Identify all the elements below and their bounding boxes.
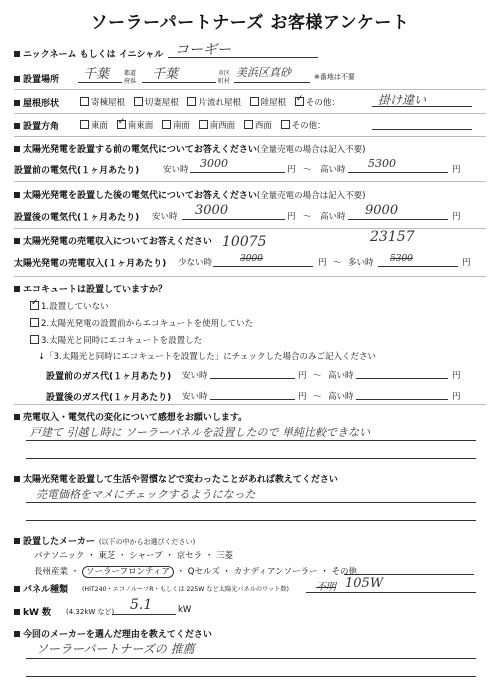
bullet-icon [14, 238, 20, 244]
sales-low-label: 少ない時 [178, 258, 213, 268]
maker-other-line [344, 574, 474, 575]
divider [14, 136, 486, 137]
ecocute-option-3[interactable]: 3.太陽光と同時にエコキュートを設置した [30, 334, 202, 346]
checkbox-icon [162, 120, 171, 129]
reason-line-2 [26, 676, 476, 677]
address-pref-line [78, 82, 122, 83]
impression-answer[interactable]: 戸建て 引越し時に ソーラーパネルを設置したので 単純比較できない [30, 426, 370, 439]
bullet-icon [14, 586, 20, 592]
roof-option-hip[interactable]: 寄棟屋根 [80, 98, 125, 108]
checkbox-icon [244, 120, 253, 129]
before-high-value[interactable]: 5300 [368, 157, 396, 170]
nickname-value[interactable]: コーギー [175, 42, 231, 58]
gas-before-low-unit: 円 [298, 371, 307, 381]
direction-option-southeast[interactable]: ✓ 南東面 [117, 117, 154, 131]
address-town-value[interactable]: 美浜区真砂 [236, 66, 291, 79]
maker-heading: 設置したメーカー (以下の中からお選びください) [14, 534, 195, 547]
divider [14, 89, 486, 90]
after-low-unit: 円 [287, 212, 296, 222]
city-unit-bottom: 町村 [218, 78, 231, 85]
direction-option-southwest[interactable]: 南西面 [199, 121, 236, 131]
reason-answer[interactable]: ソーラーパートナーズの 推薦 [36, 642, 195, 656]
maker-qcells[interactable]: Qセルズ [187, 567, 220, 577]
gas-after-high-label: 高い時 [328, 392, 354, 402]
checkbox-checked-icon: ✓ [295, 94, 304, 104]
checkbox-icon [281, 120, 290, 129]
ecocute-note: ↓「3.太陽光と同時にエコキュートを設置した」にチェックした場合のみご記入ください [38, 352, 376, 362]
maker-toshiba[interactable]: 東芝 [98, 551, 116, 561]
before-low-value[interactable]: 3000 [200, 157, 228, 170]
maker-solar-frontier[interactable]: ソーラーフロンティア [82, 566, 174, 578]
after-low-value[interactable]: 3000 [195, 203, 229, 218]
panel-hint: (HIT240・エコノルーツR・もしくは 225W など太陽光パネルのワット数) [82, 586, 289, 593]
bullet-icon [14, 192, 20, 198]
direction-option-other[interactable]: その他： [281, 121, 326, 131]
bullet-icon [14, 100, 20, 106]
kw-unit: kW [178, 605, 192, 615]
checkbox-icon [199, 120, 208, 129]
impression-line-1 [26, 440, 476, 441]
checkbox-icon [134, 97, 143, 106]
reason-line-1 [26, 658, 476, 659]
after-high-unit: 円 [452, 212, 461, 222]
before-high-unit: 円 [452, 165, 461, 175]
gas-before-high-unit: 円 [452, 371, 461, 381]
sales-high-line [378, 266, 458, 267]
sales-low-unit: 円 [318, 258, 327, 268]
roof-other-value[interactable]: 掛け違い [378, 93, 427, 107]
maker-mitsubishi[interactable]: 三菱 [216, 551, 234, 561]
bullet-icon [14, 414, 20, 420]
direction-label: 設置方角 [14, 119, 59, 132]
address-town-line [234, 82, 310, 83]
direction-option-east[interactable]: 東面 [80, 121, 108, 131]
electric-before-heading: 太陽光発電を設置する前の電気代についてお答えください(全量売電の場合は記入不要) [14, 142, 365, 155]
impression-line-2 [26, 458, 476, 459]
gas-before-high-line [356, 378, 448, 379]
roof-option-flat[interactable]: 陸屋根 [250, 98, 287, 108]
checkbox-icon [250, 97, 259, 106]
checkbox-icon [30, 335, 39, 344]
lifestyle-answer[interactable]: 売電価格をマメにチェックするようになった [36, 488, 256, 501]
bullet-icon [14, 609, 20, 615]
bullet-icon [14, 631, 20, 637]
kw-value[interactable]: 5.1 [130, 597, 153, 613]
bullet-icon [14, 538, 20, 544]
direction-option-west[interactable]: 西面 [244, 121, 272, 131]
checkbox-icon [80, 120, 89, 129]
address-pref-value[interactable]: 千葉 [83, 67, 110, 82]
gas-before-low-label: 安い時 [182, 371, 208, 381]
before-tilde: 〜 [303, 165, 312, 175]
address-city-line [142, 82, 216, 83]
ecocute-heading: エコキュートは設置していますか？ [14, 282, 167, 295]
gas-after-low-unit: 円 [298, 392, 307, 402]
bullet-icon [14, 146, 20, 152]
bullet-icon [14, 76, 20, 82]
sales-low-line [213, 266, 313, 267]
roof-option-other[interactable]: ✓ その他： [295, 94, 340, 108]
address-note: ※番地は不要 [314, 73, 355, 81]
panel-struck: 不明 [316, 582, 336, 593]
lifestyle-line-1 [26, 502, 476, 503]
gas-before-high-label: 高い時 [328, 371, 354, 381]
bullet-icon [14, 51, 20, 57]
maker-other[interactable]: その他 [331, 567, 358, 577]
roof-label: 屋根形状 [14, 96, 59, 109]
city-unit-top: 市区 [218, 70, 231, 77]
sales-high-value[interactable]: 23157 [370, 229, 415, 245]
impression-heading: 売電収入・電気代の変化について感想をお願いします。 [14, 410, 247, 423]
roof-option-gable[interactable]: 切妻屋根 [134, 98, 179, 108]
checkbox-icon [30, 318, 39, 327]
divider [14, 228, 486, 229]
reason-heading: 今回のメーカーを選んだ理由を教えてください [14, 627, 212, 640]
divider [14, 276, 486, 277]
after-tilde: 〜 [303, 212, 312, 222]
checkbox-icon [187, 97, 196, 106]
before-high-label: 高い時 [320, 165, 346, 175]
checkbox-checked-icon: ✓ [31, 298, 39, 308]
gas-before-tilde: 〜 [313, 371, 322, 381]
sales-high-unit: 円 [462, 258, 471, 268]
roof-option-shed[interactable]: 片流れ屋根 [187, 98, 241, 108]
after-low-line [182, 219, 285, 220]
maker-kyocera[interactable]: 京セラ [176, 551, 203, 561]
sales-label: 太陽光発電の売電収入(１ヶ月あたり) [14, 259, 167, 269]
maker-row-2: 長州産業 ・ ソーラーフロンティア ・ Qセルズ ・ カナディアンソーラー ・ その他 [34, 567, 358, 577]
sales-low-value[interactable]: 10075 [222, 234, 267, 250]
sales-heading: 太陽光発電の売電収入についてお答えください [14, 234, 212, 247]
maker-sharp[interactable]: シャープ [129, 551, 163, 561]
gas-before-low-line [210, 378, 295, 379]
gas-after-high-unit: 円 [452, 392, 461, 402]
maker-panasonic[interactable]: パナソニック [34, 551, 85, 561]
electric-after-heading: 太陽光発電を設置した後の電気代についてお答えください(全量売電の場合は記入不要) [14, 188, 365, 201]
bullet-icon [14, 123, 20, 129]
gas-before-label: 設置前のガス代(１ヶ月あたり) [46, 372, 172, 382]
gas-after-tilde: 〜 [313, 392, 322, 402]
address-city-value[interactable]: 千葉 [152, 67, 179, 82]
before-high-line [348, 172, 448, 173]
page-title: ソーラーパートナーズ お客様アンケート [90, 13, 410, 33]
lifestyle-line-2 [26, 520, 476, 521]
direction-other-line [372, 129, 472, 130]
gas-after-low-line [210, 399, 295, 400]
divider [14, 181, 486, 182]
roof-options [80, 96, 340, 108]
nickname-line [168, 57, 318, 58]
ecocute-option-2[interactable]: 2.太陽光発電の設置前からエコキュートを使用していた [30, 317, 253, 329]
divider [14, 113, 486, 114]
maker-choshu[interactable]: 長州産業 [34, 567, 69, 577]
gas-after-high-line [356, 399, 448, 400]
sales-high-struck: 5300 [390, 254, 413, 264]
sales-high-label: 多い時 [348, 258, 374, 268]
kw-hint: (4.32kW など) [66, 608, 115, 616]
pref-unit-bottom: 府県 [124, 78, 137, 85]
sales-low-struck: 3000 [240, 254, 263, 264]
before-low-label: 安い時 [163, 165, 189, 175]
address-label: 設置場所 [14, 72, 59, 85]
checkbox-icon [80, 97, 89, 106]
bullet-icon [14, 286, 20, 292]
roof-other-line [372, 106, 472, 107]
kw-label: kW 数 [14, 605, 51, 618]
sales-tilde: 〜 [333, 258, 342, 268]
checkbox-checked-icon: ✓ [117, 117, 126, 127]
gas-after-label: 設置後のガス代(１ヶ月あたり) [46, 393, 172, 403]
before-low-line [190, 172, 285, 173]
after-electric-label: 設置後の電気代(１ヶ月あたり) [14, 213, 140, 223]
before-electric-label: 設置前の電気代(１ヶ月あたり) [14, 166, 140, 176]
direction-option-south[interactable]: 南面 [162, 121, 190, 131]
after-high-line [348, 219, 448, 220]
after-low-label: 安い時 [152, 212, 178, 222]
divider [14, 404, 486, 405]
after-high-value[interactable]: 9000 [365, 203, 399, 218]
panel-answer[interactable]: 105W [345, 576, 384, 591]
panel-line [306, 592, 476, 593]
bullet-icon [14, 476, 20, 482]
panel-label: パネル種類 [14, 582, 68, 595]
ecocute-option-1[interactable]: ✓ 1.設置していない [31, 298, 109, 312]
maker-canadian-solar[interactable]: カナディアンソーラー [233, 567, 318, 577]
before-low-unit: 円 [287, 165, 296, 175]
after-high-label: 高い時 [320, 212, 346, 222]
lifestyle-heading: 太陽光発電を設置して生活や習慣などで変わったことがあれば教えてください [14, 472, 338, 485]
direction-options [80, 119, 326, 131]
kw-line [112, 614, 176, 615]
gas-after-low-label: 安い時 [182, 392, 208, 402]
maker-row-1: パナソニック ・ 東芝 ・ シャープ ・ 京セラ ・ 三菱 [34, 551, 234, 561]
nickname-label: ニックネーム もしくは イニシャル [14, 47, 163, 60]
pref-unit-top: 都道 [124, 70, 137, 77]
